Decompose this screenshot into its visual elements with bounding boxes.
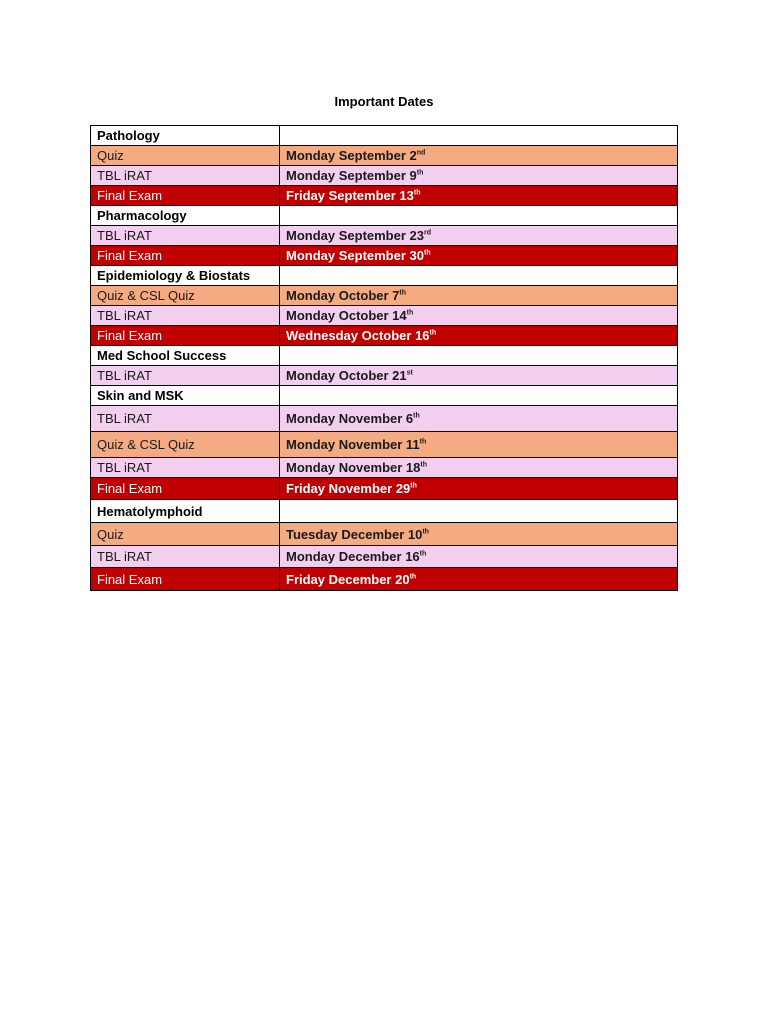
assessment-label: Quiz xyxy=(91,523,280,546)
assessment-label: Quiz xyxy=(91,146,280,166)
date-text: Monday November 18 xyxy=(286,460,421,475)
date-text: Monday September 2 xyxy=(286,148,417,163)
dates-table-body xyxy=(91,126,678,591)
assessment-date xyxy=(280,500,678,523)
assessment-label: TBL iRAT xyxy=(91,546,280,568)
table-row xyxy=(91,546,678,568)
course-header-row xyxy=(91,206,678,226)
date-ordinal-suffix: th xyxy=(413,412,420,420)
assessment-label: TBL iRAT xyxy=(91,458,280,478)
date-ordinal-suffix: th xyxy=(424,249,431,257)
date-text: Wednesday October 16 xyxy=(286,328,430,343)
course-name: Pharmacology xyxy=(91,206,280,226)
date-ordinal-suffix: nd xyxy=(416,149,426,157)
assessment-label: TBL iRAT xyxy=(91,306,280,326)
date-ordinal-suffix: th xyxy=(413,189,421,197)
table-row xyxy=(91,246,678,266)
date-text: Monday November 6 xyxy=(286,411,414,426)
date-text: Monday September 30 xyxy=(286,248,424,263)
assessment-date xyxy=(280,226,678,246)
date-ordinal-suffix: rd xyxy=(424,229,431,237)
table-row xyxy=(91,286,678,306)
table-row xyxy=(91,432,678,458)
table-row xyxy=(91,478,678,500)
table-row xyxy=(91,186,678,206)
assessment-label: Quiz & CSL Quiz xyxy=(91,286,280,306)
course-header-row xyxy=(91,126,678,146)
course-header-row xyxy=(91,386,678,406)
date-text: Monday September 9 xyxy=(286,168,417,183)
date-ordinal-suffix: th xyxy=(420,461,427,469)
page-title: Important Dates xyxy=(334,94,434,109)
assessment-date xyxy=(280,406,678,432)
date-ordinal-suffix: th xyxy=(409,573,417,581)
date-ordinal-suffix: th xyxy=(410,482,417,490)
date-text: Friday September 13 xyxy=(286,188,414,203)
course-header-row xyxy=(91,266,678,286)
date-text: Monday October 21 xyxy=(286,368,407,383)
assessment-label: Quiz & CSL Quiz xyxy=(91,432,280,458)
date-ordinal-suffix: th xyxy=(429,329,437,337)
assessment-date xyxy=(280,366,678,386)
assessment-date xyxy=(280,546,678,568)
assessment-label: Final Exam xyxy=(91,478,280,500)
assessment-label: TBL iRAT xyxy=(91,226,280,246)
assessment-date xyxy=(280,166,678,186)
assessment-label: Final Exam xyxy=(91,568,280,591)
assessment-date xyxy=(280,306,678,326)
date-text: Monday September 23 xyxy=(286,228,424,243)
assessment-date xyxy=(280,206,678,226)
table-row xyxy=(91,406,678,432)
assessment-label: TBL iRAT xyxy=(91,366,280,386)
assessment-date xyxy=(280,523,678,546)
date-text: Friday December 20 xyxy=(286,571,410,587)
date-text: Friday November 29 xyxy=(286,481,411,496)
assessment-date xyxy=(280,146,678,166)
table-row xyxy=(91,523,678,546)
course-name: Hematolymphoid xyxy=(91,500,280,523)
assessment-date xyxy=(280,568,678,591)
date-ordinal-suffix: th xyxy=(419,550,427,558)
assessment-date xyxy=(280,126,678,146)
assessment-date xyxy=(280,458,678,478)
course-name: Epidemiology & Biostats xyxy=(91,266,280,286)
table-row xyxy=(91,568,678,591)
course-name: Med School Success xyxy=(91,346,280,366)
course-name: Pathology xyxy=(91,126,280,146)
date-text: Monday December 16 xyxy=(286,549,420,564)
date-ordinal-suffix: st xyxy=(406,369,413,377)
date-text: Monday November 11 xyxy=(286,437,420,452)
assessment-label: TBL iRAT xyxy=(91,406,280,432)
date-ordinal-suffix: th xyxy=(406,309,414,317)
table-row xyxy=(91,226,678,246)
table-row xyxy=(91,146,678,166)
assessment-label: Final Exam xyxy=(91,326,280,346)
table-row xyxy=(91,326,678,346)
assessment-date xyxy=(280,478,678,500)
assessment-label: TBL iRAT xyxy=(91,166,280,186)
assessment-date xyxy=(280,432,678,458)
table-row xyxy=(91,166,678,186)
date-ordinal-suffix: th xyxy=(422,528,429,536)
date-ordinal-suffix: th xyxy=(399,289,407,297)
course-name: Skin and MSK xyxy=(91,386,280,406)
assessment-label: Final Exam xyxy=(91,186,280,206)
course-header-row xyxy=(91,346,678,366)
date-ordinal-suffix: th xyxy=(416,169,424,177)
course-header-row xyxy=(91,500,678,523)
table-row xyxy=(91,306,678,326)
assessment-date xyxy=(280,286,678,306)
assessment-date xyxy=(280,326,678,346)
date-ordinal-suffix: th xyxy=(419,438,427,446)
table-row xyxy=(91,366,678,386)
date-text: Monday October 7 xyxy=(286,288,400,303)
assessment-date xyxy=(280,186,678,206)
date-text: Tuesday December 10 xyxy=(286,526,423,542)
assessment-date xyxy=(280,386,678,406)
date-text: Monday October 14 xyxy=(286,308,407,323)
assessment-label: Final Exam xyxy=(91,246,280,266)
assessment-date xyxy=(280,246,678,266)
assessment-date xyxy=(280,266,678,286)
table-row xyxy=(91,458,678,478)
assessment-date xyxy=(280,346,678,366)
important-dates-table xyxy=(90,125,678,591)
